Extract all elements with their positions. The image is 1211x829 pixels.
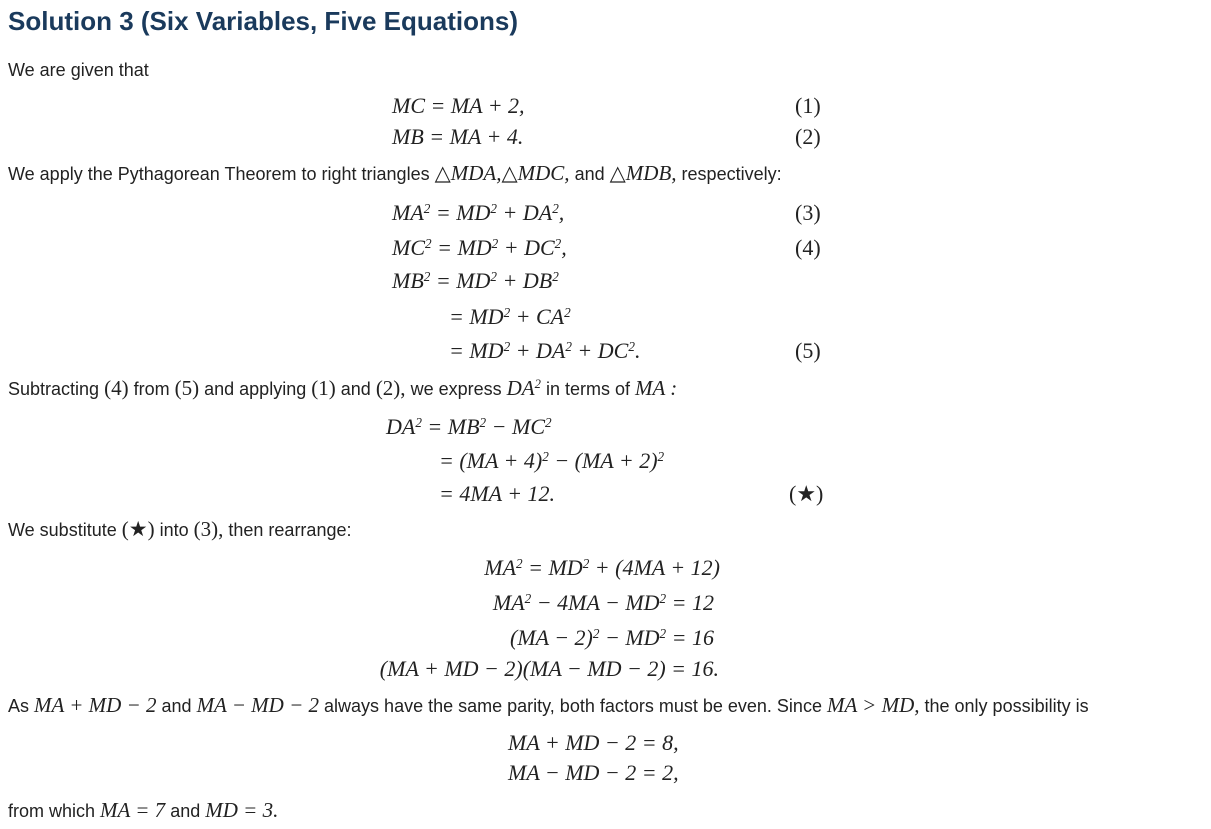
para3-t1: Subtracting <box>8 379 100 399</box>
triangle-mdc: △MDC, <box>501 161 570 185</box>
rearrange-line-3: $(MA - 2)^2 - MD^2 = 16$ <box>510 625 714 650</box>
da-squared-line-1: $DA^2 = MB^2 - MC^2$ <box>386 414 552 439</box>
para6-t1: from which <box>8 801 96 821</box>
para5-t1: As <box>8 696 30 716</box>
inequality: MA > MD, <box>826 693 920 717</box>
rearrange-line-1: $MA^2 = MD^2 + (4MA + 12)$ <box>484 555 720 580</box>
parity-paragraph <box>8 694 1089 717</box>
conclusion-paragraph <box>8 799 278 822</box>
da-squared-line-2: = (MA + 4)$^2$ − (MA + 2)$^2$ <box>439 448 665 473</box>
ma-equals-7: MA = 7 <box>100 798 166 822</box>
equation-3: $MA^2 = MD^2 + DA^2$, <box>392 200 565 225</box>
ref-3: (3), <box>193 517 224 541</box>
substitute-paragraph <box>8 518 351 541</box>
ref-2: (2), <box>375 376 406 400</box>
para4-t1: We substitute <box>8 520 117 540</box>
equation-tag-3: (3) <box>795 200 821 225</box>
equation-5-line-3: = $MD^2 + DA^2 + DC^2$. <box>449 338 641 363</box>
triangle-mda: △MDA, <box>434 161 502 185</box>
equation-5-line-2: = $MD^2 + CA^2$ <box>449 304 571 329</box>
equation-tag-2: (2) <box>795 124 821 149</box>
ref-4: (4) <box>104 376 129 400</box>
equation-tag-star: (★) <box>789 481 824 506</box>
intro-paragraph: We are given that <box>8 60 149 80</box>
equation-tag-1: (1) <box>795 93 821 118</box>
para5-t3: always have the same parity, both factors must be even. Since <box>324 696 822 716</box>
factor-2: MA − MD − 2 <box>196 693 320 717</box>
ma-term: MA : <box>635 376 678 400</box>
para2-text-c: respectively: <box>681 164 782 184</box>
system-line-1: MA + MD − 2 = 8, <box>508 730 679 755</box>
para3-t6: in terms of <box>545 379 630 399</box>
para3-t2: from <box>133 379 170 399</box>
md-equals-3: MD = 3. <box>205 798 279 822</box>
ref-5: (5) <box>174 376 200 400</box>
ref-1: (1) <box>311 376 336 400</box>
para4-t2: into <box>159 520 189 540</box>
para2-text-a: We apply the Pythagorean Theorem to right triangles <box>8 164 430 184</box>
para4-t3: then rearrange: <box>228 520 352 540</box>
equation-1: MC = MA + 2, <box>392 93 525 118</box>
solution-heading: Solution 3 (Six Variables, Five Equations) <box>8 6 519 36</box>
para3-t3: and applying <box>204 379 307 399</box>
equation-tag-5: (5) <box>795 338 821 363</box>
equation-4: $MC^2 = MD^2 + DC^2$, <box>392 235 567 260</box>
equation-2: MB = MA + 4. <box>392 124 524 149</box>
para5-t4: the only possibility is <box>924 696 1089 716</box>
subtracting-paragraph <box>8 377 677 400</box>
triangle-mdb: △MDB, <box>609 161 677 185</box>
pythagorean-paragraph <box>8 162 782 185</box>
da-squared-line-3: = 4MA + 12. <box>439 481 556 506</box>
para3-t4: and <box>340 379 371 399</box>
equation-tag-4: (4) <box>795 235 821 260</box>
ref-star: (★) <box>121 517 155 541</box>
para5-t2: and <box>161 696 192 716</box>
equation-5-line-1: $MB^2 = MD^2 + DB^2$ <box>392 268 559 293</box>
da-squared: $DA^2$ <box>506 376 541 400</box>
system-line-2: MA − MD − 2 = 2, <box>508 760 679 785</box>
para3-t5: we express <box>410 379 502 399</box>
rearrange-line-4: (MA + MD − 2)(MA − MD − 2) = 16. <box>379 656 719 681</box>
rearrange-line-2: $MA^2 - 4MA - MD^2 = 12$ <box>492 590 714 615</box>
factor-1: MA + MD − 2 <box>34 693 157 717</box>
para6-t2: and <box>170 801 201 821</box>
para2-text-b: and <box>574 164 605 184</box>
